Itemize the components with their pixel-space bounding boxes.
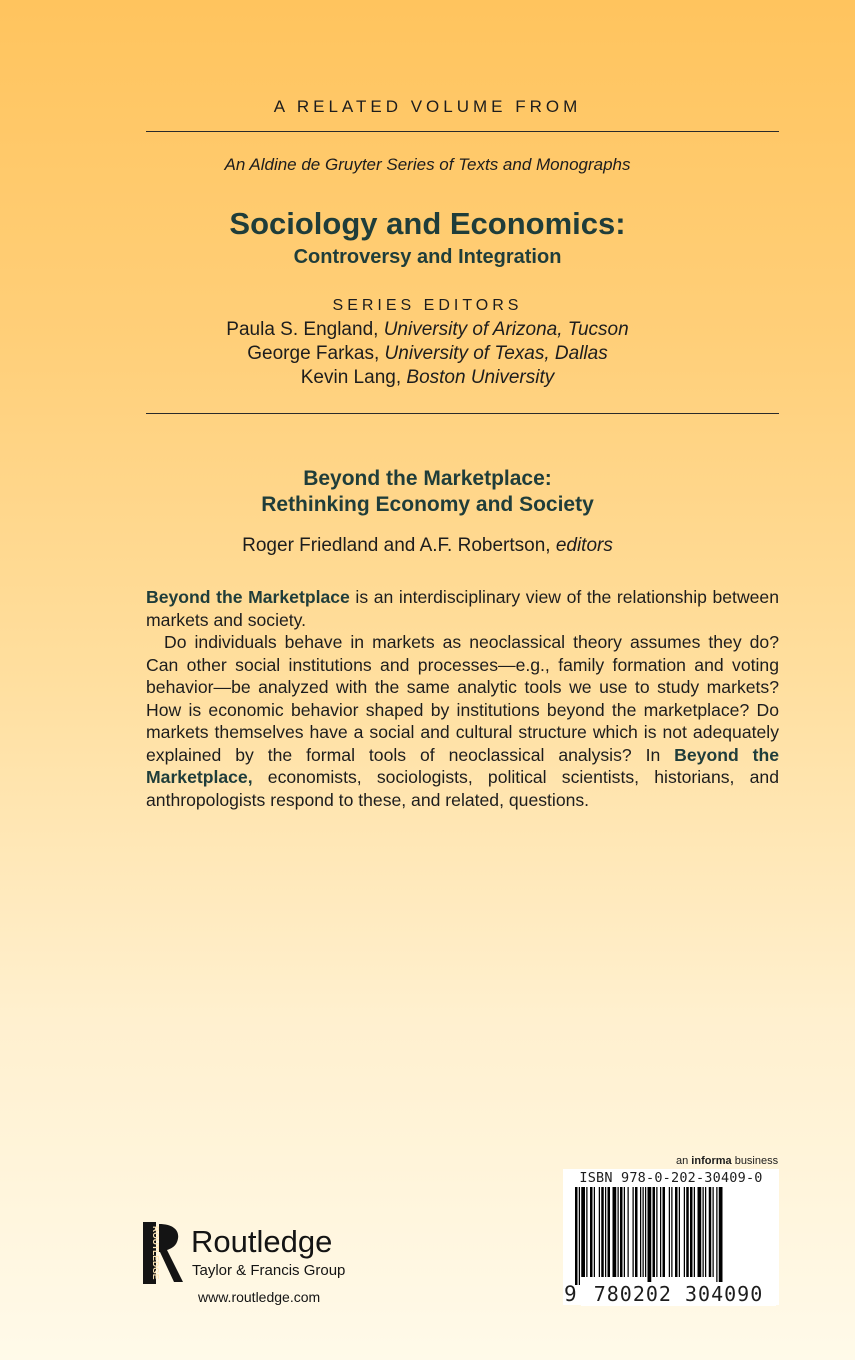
barcode-bar: [653, 1187, 656, 1277]
barcode-bar: [586, 1187, 587, 1277]
series-title: Sociology and Economics:: [229, 206, 626, 241]
barcode-bar: [590, 1187, 593, 1277]
editor-name: Kevin Lang,: [300, 367, 402, 388]
book-title: Beyond the Marketplace:: [303, 467, 552, 490]
barcode-bar: [713, 1187, 714, 1277]
series-subtitle: Controversy and Integration: [293, 246, 562, 268]
isbn-label: ISBN 978-0-202-30409-0: [579, 1170, 763, 1186]
barcode-bar: [640, 1187, 641, 1277]
barcode-bar: [648, 1187, 652, 1285]
series-editor: [0, 343, 855, 365]
informa-prefix: an: [676, 1155, 692, 1167]
series-editor: [0, 367, 855, 389]
publisher-name: Routledge: [191, 1224, 333, 1259]
barcode-bar: [633, 1187, 634, 1277]
barcode-bar: [628, 1187, 629, 1277]
book-editor-role: editors: [555, 535, 613, 556]
description-bold-title: Beyond the Marketplace: [146, 587, 350, 607]
barcode-bar: [579, 1187, 580, 1285]
editor-affiliation: University of Texas, Dallas: [384, 343, 608, 364]
description-paragraph: [146, 586, 779, 631]
book-editors: [0, 535, 855, 557]
description-text: economists, sociologists, political scientists, historians, and anthropologists respond to these, and related, questions.: [146, 767, 779, 810]
isbn-barcode: [563, 1169, 779, 1305]
barcode-bar: [705, 1187, 706, 1277]
barcode-bar: [613, 1187, 617, 1277]
series-name: An Aldine de Gruyter Series of Texts and Monographs: [224, 155, 631, 174]
barcode-bars: [575, 1187, 771, 1285]
description-bold-title: Beyond the Marketplace,: [146, 744, 779, 787]
description-text: Do individuals behave in markets as neoclassical theory assumes they do? Can other social institutions and processes—e.g., family formation and voting behavior—be analyzed with the same analytic tools we use to study markets? How is economic behavior shaped by institutions beyond the marketplace? Do markets themselves have a social and cultural structure which is not adequately explained by the formal tools of neoclassical analysis? In: [146, 632, 779, 765]
barcode-bar: [581, 1187, 585, 1277]
informa-tagline: [676, 1155, 778, 1167]
informa-suffix: business: [731, 1155, 779, 1167]
barcode-bar: [663, 1187, 666, 1277]
editor-affiliation: University of Arizona, Tucson: [383, 319, 629, 340]
barcode-bar: [698, 1187, 702, 1277]
barcode-bar: [624, 1187, 625, 1277]
barcode-bar: [599, 1187, 600, 1277]
editor-affiliation: Boston University: [406, 367, 555, 388]
barcode-digits: 780202 304090: [581, 1282, 776, 1306]
barcode-bar: [675, 1187, 678, 1277]
barcode-bar: [703, 1187, 704, 1277]
series-editor: [0, 319, 855, 341]
editor-name: George Farkas,: [247, 343, 380, 364]
informa-word: informa: [691, 1155, 732, 1167]
barcode-bar: [643, 1187, 644, 1277]
editor-name: Paula S. England,: [226, 319, 379, 340]
barcode-bar: [656, 1187, 657, 1277]
barcode-bar: [679, 1187, 680, 1277]
description-paragraph: [146, 631, 779, 811]
publisher-group: Taylor & Francis Group: [192, 1262, 346, 1279]
barcode-bar: [575, 1187, 578, 1285]
top-divider: [146, 131, 779, 132]
series-editors-heading: SERIES EDITORS: [332, 297, 523, 314]
barcode-bar: [601, 1187, 604, 1277]
barcode-bar: [660, 1187, 661, 1277]
barcode-bar: [686, 1187, 689, 1277]
book-description: [146, 586, 779, 811]
barcode-bar: [694, 1187, 695, 1277]
barcode-bar: [719, 1187, 723, 1285]
barcode-bar: [684, 1187, 685, 1277]
barcode-bar: [608, 1187, 611, 1277]
barcode-bar: [594, 1187, 595, 1277]
barcode-bar: [671, 1187, 672, 1277]
barcode-bar: [716, 1187, 717, 1285]
barcode-bar: [620, 1187, 623, 1277]
barcode-bar: [709, 1187, 712, 1277]
book-subtitle: Rethinking Economy and Society: [261, 493, 594, 516]
routledge-logo-icon: [143, 1222, 185, 1284]
barcode-bar: [645, 1187, 646, 1277]
description-text: is an interdisciplinary view of the relationship between markets and society.: [146, 587, 780, 630]
barcode-bar: [690, 1187, 693, 1277]
barcode-first-digit: 9: [564, 1282, 577, 1306]
barcode-bar: [618, 1187, 619, 1277]
barcode-bar: [669, 1187, 670, 1277]
barcode-bar: [635, 1187, 638, 1277]
publisher-website: www.routledge.com: [198, 1289, 321, 1305]
book-editor-names: Roger Friedland and A.F. Robertson,: [242, 535, 551, 556]
related-volume-heading: A RELATED VOLUME FROM: [273, 97, 582, 116]
barcode-bar: [605, 1187, 606, 1277]
middle-divider: [146, 413, 779, 414]
logo-vertical-text: ROUTLEDGE: [151, 1226, 161, 1280]
